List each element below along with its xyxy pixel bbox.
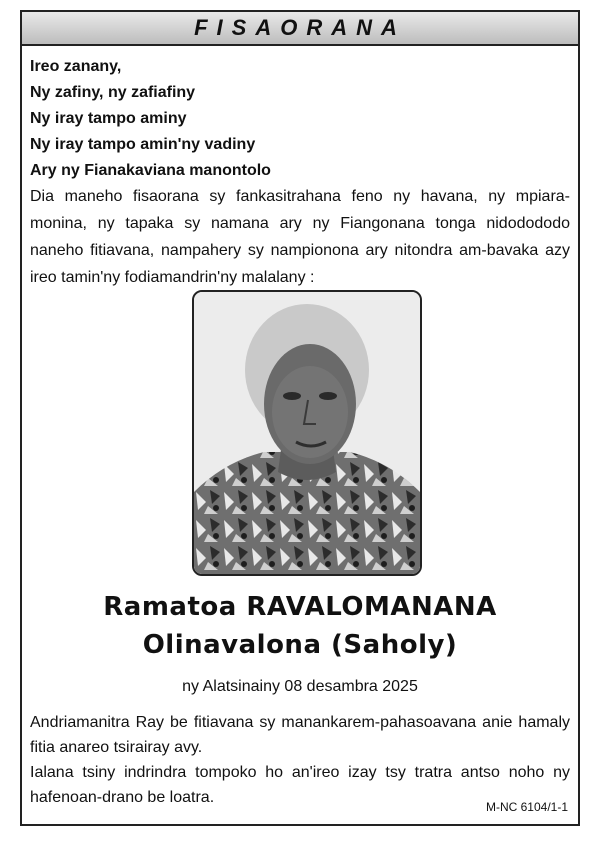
closing-paragraph: Andriamanitra Ray be fitiavana sy manankarem-pahasoavana anie hamaly fitia anareo tsirairay avy. [30,714,570,756]
greeting-line: Ary ny Fianakaviana manontolo [30,162,271,179]
greeting-line: Ny iray tampo aminy [30,110,187,127]
intro-paragraph: Dia maneho fisaorana sy fankasitrahana feno ny havana, ny mpiara-monina, ny tapaka sy namana ary ny Fiangonana tonga nidodododo naneho fitiavana, nampahery sy nampionona ary nitondra am-bavaka azy ireo tamin'ny fodiamandrin'ny malalany : [30,188,570,286]
closing-text [30,710,570,810]
greeting-list [30,54,271,184]
reference-code: M-NC 6104/1-1 [485,800,568,814]
closing-paragraph: Ialana tsiny indrindra tompoko ho an'ireo izay tsy tratra antso noho ny hafenoan-drano be loatra. [30,764,570,806]
deceased-name-line2: Olinavalona (Saholy) [142,630,458,660]
portrait-photo [192,290,422,576]
date-of-death: ny Alatsinainy 08 desambra 2025 [182,678,418,695]
notice-header [22,12,578,46]
deceased-name-line1: Ramatoa RAVALOMANANA [103,592,497,622]
greeting-line: Ny zafiny, ny zafiafiny [30,84,196,101]
portrait-illustration [194,292,420,574]
notice-title: FISAORANA [194,15,406,40]
deceased-name [22,588,578,664]
greeting-line: Ireo zanany, [30,58,122,75]
greeting-line: Ny iray tampo amin'ny vadiny [30,136,256,153]
notice-frame [20,10,580,826]
